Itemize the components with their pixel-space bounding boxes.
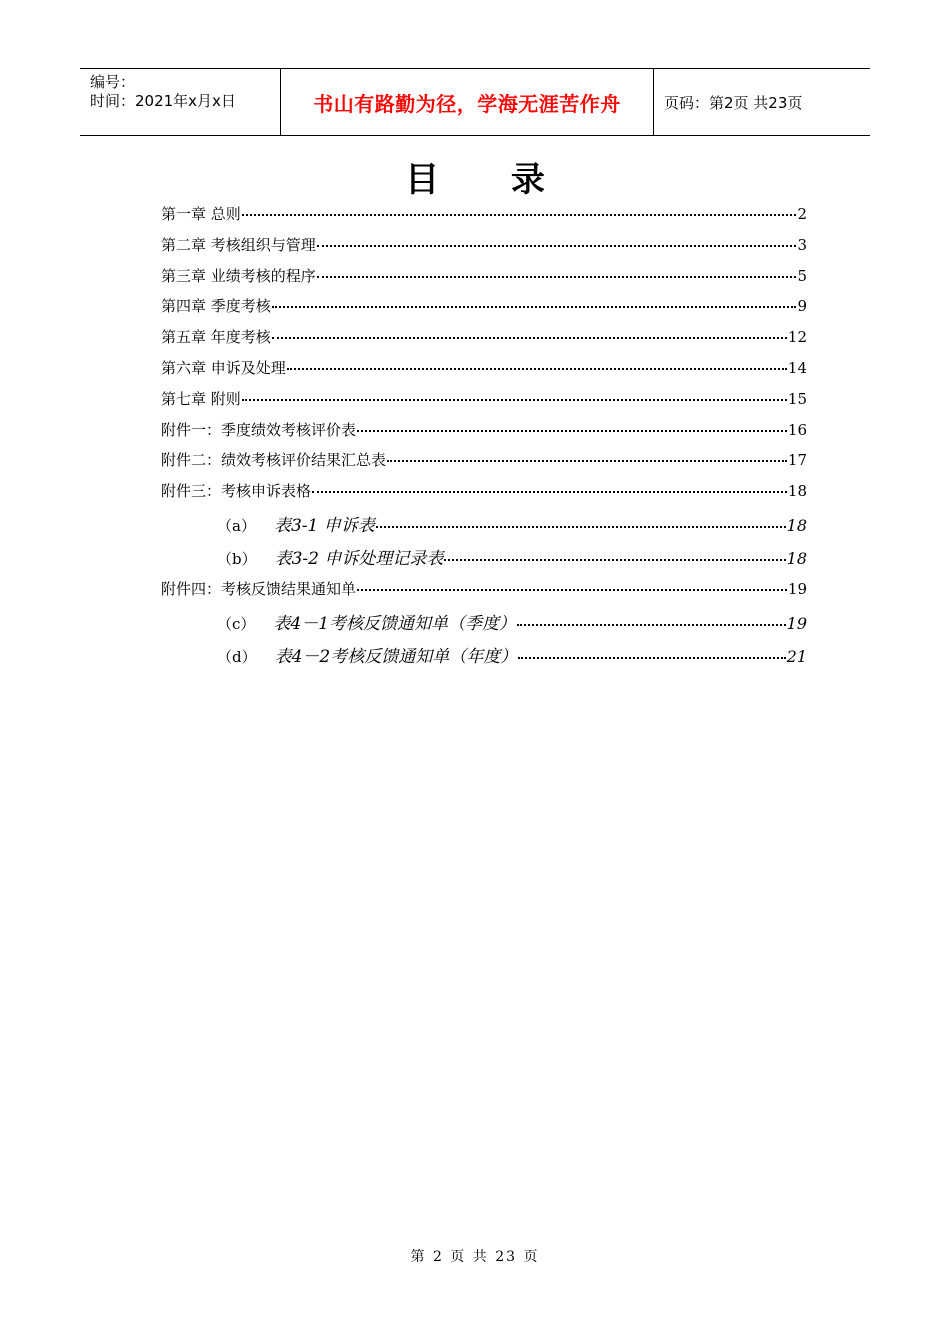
header-page-info: 页码：第2页 共23页 xyxy=(664,93,803,112)
toc-entry[interactable] xyxy=(161,642,807,676)
toc-entry-label: 第四章 季度考核 xyxy=(161,297,271,316)
header-time-label: 时间：2021年x月x日 xyxy=(90,92,236,110)
toc-entry[interactable] xyxy=(161,326,807,357)
toc-title: 目 录 xyxy=(405,160,575,200)
toc-entry[interactable] xyxy=(161,295,807,326)
toc-entry[interactable] xyxy=(161,511,807,545)
toc-entry-label: 表4－2考核反馈通知单（年度） xyxy=(274,647,518,668)
toc-entry-page-number: 17 xyxy=(787,451,807,470)
toc-entry-page-number: 16 xyxy=(787,420,807,439)
toc-dot-leader xyxy=(287,367,787,370)
toc-entry-label: 第二章 考核组织与管理 xyxy=(161,235,316,254)
toc-dot-leader xyxy=(317,244,797,247)
toc-entry-label: 表3-1 申诉表 xyxy=(273,515,375,536)
toc-entry-label: 第一章 总则 xyxy=(161,205,241,223)
toc-dot-leader xyxy=(242,213,797,216)
toc-entry[interactable] xyxy=(161,234,807,265)
toc-entry-marker: （a） xyxy=(217,516,256,535)
toc-entry-page-number: 21 xyxy=(786,647,807,667)
toc-entry-page-number: 18 xyxy=(786,515,807,535)
toc-entry-page-number: 19 xyxy=(786,613,807,633)
toc-entry-page-number: 2 xyxy=(797,205,807,223)
toc-dot-leader xyxy=(387,459,787,462)
header-meta-cell xyxy=(80,69,281,135)
toc-entry-label: 附件二：绩效考核评价结果汇总表 xyxy=(161,451,387,470)
toc-dot-leader xyxy=(517,623,786,626)
document-header xyxy=(80,68,870,136)
toc-entry-marker: （d） xyxy=(217,648,257,667)
page-footer: 第 2 页 共 23 页 xyxy=(410,1249,540,1265)
toc-dot-leader xyxy=(357,429,787,432)
toc-dot-leader xyxy=(444,558,785,561)
header-number-label: 编号： xyxy=(90,73,136,91)
toc-entry-page-number: 18 xyxy=(787,482,807,501)
toc-entry-page-number: 9 xyxy=(797,297,807,316)
toc-entry-page-number: 14 xyxy=(787,358,807,377)
toc-dot-leader xyxy=(317,275,797,278)
toc-dot-leader xyxy=(242,398,787,401)
toc-entry[interactable] xyxy=(161,265,807,296)
toc-entry-label: 第三章 业绩考核的程序 xyxy=(161,266,316,285)
toc-entry-page-number: 12 xyxy=(787,328,807,347)
toc-entry[interactable] xyxy=(161,544,807,578)
toc-entry-page-number: 15 xyxy=(787,389,807,408)
toc-entry-marker: （c） xyxy=(217,614,256,633)
toc-dot-leader xyxy=(357,588,787,591)
toc-entry-page-number: 19 xyxy=(787,579,807,598)
toc-entry-page-number: 5 xyxy=(797,266,807,285)
toc-entry-label: 附件四：考核反馈结果通知单 xyxy=(161,579,357,598)
toc-entry-label: 第七章 附则 xyxy=(161,389,241,408)
toc-entry[interactable] xyxy=(161,480,807,511)
toc-dot-leader xyxy=(518,656,785,659)
toc-dot-leader xyxy=(376,525,786,528)
toc-entry[interactable] xyxy=(161,419,807,450)
toc-entry-marker: （b） xyxy=(217,550,257,569)
toc-entry-label: 第五章 年度考核 xyxy=(161,328,271,347)
table-of-contents xyxy=(161,203,807,676)
toc-entry-page-number: 3 xyxy=(797,235,807,254)
toc-entry[interactable] xyxy=(161,449,807,480)
toc-dot-leader xyxy=(312,490,787,493)
toc-entry-label: 表3-2 申诉处理记录表 xyxy=(274,549,444,570)
toc-entry[interactable] xyxy=(161,203,807,234)
header-motto: 书山有路勤为径，学海无涯苦作舟 xyxy=(281,69,654,135)
toc-entry-label: 附件三：考核申诉表格 xyxy=(161,482,312,501)
toc-entry[interactable] xyxy=(161,609,807,643)
toc-dot-leader xyxy=(272,336,787,339)
toc-entry-label: 附件一：季度绩效考核评价表 xyxy=(161,420,357,439)
toc-entry-label: 第六章 申诉及处理 xyxy=(161,358,286,377)
toc-entry[interactable] xyxy=(161,388,807,419)
toc-dot-leader xyxy=(272,305,797,308)
toc-entry[interactable] xyxy=(161,357,807,388)
toc-entry[interactable] xyxy=(161,578,807,609)
toc-entry-page-number: 18 xyxy=(786,549,807,569)
toc-entry-label: 表4－1考核反馈通知单（季度） xyxy=(273,613,517,634)
